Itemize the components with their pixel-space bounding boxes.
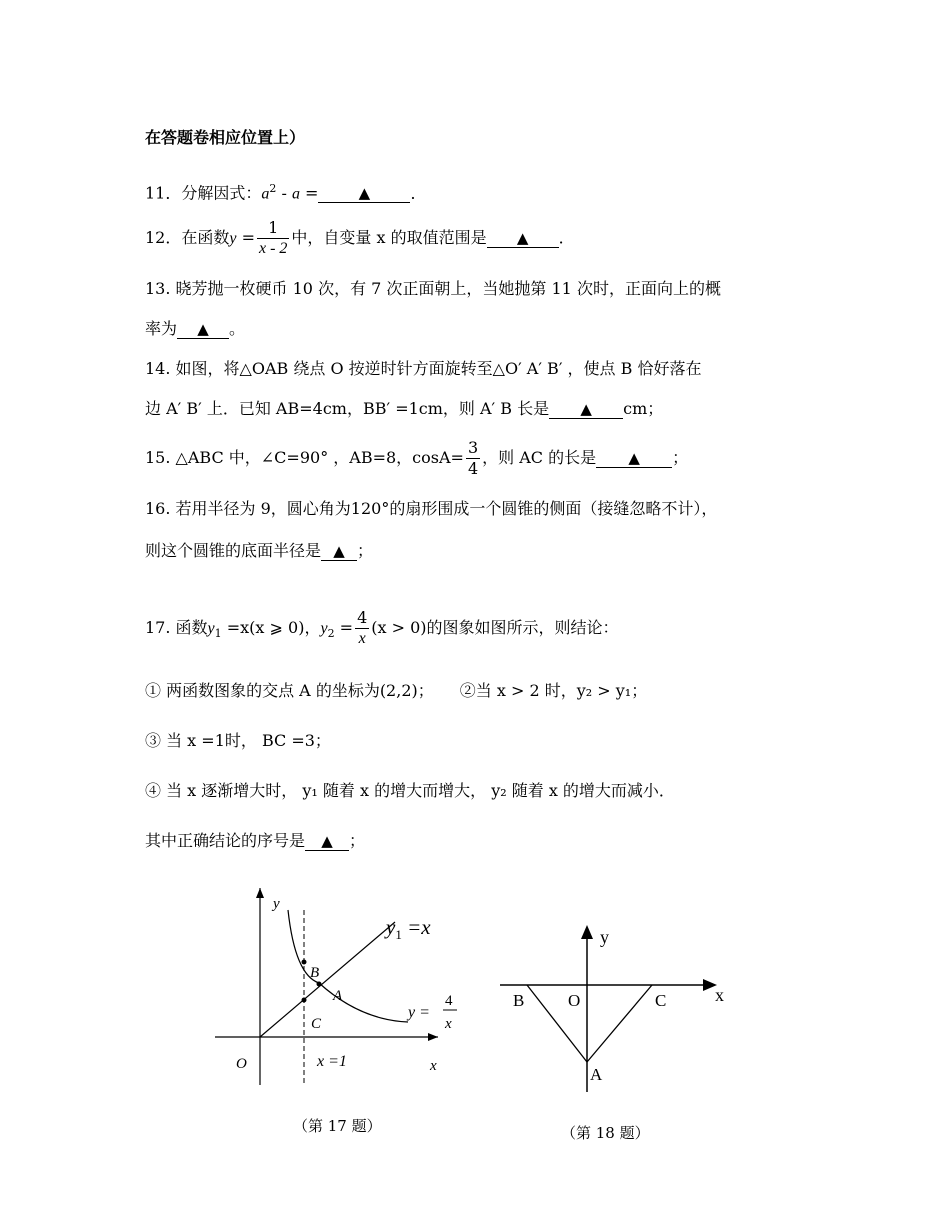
point-c — [302, 998, 307, 1003]
question-14-line2: 边 A′ B′ 上．已知 AB=4cm，BB′ =1cm，则 A′ B 长是 ▲ cm； — [145, 399, 664, 418]
line-y1 — [260, 922, 395, 1037]
segment-ac — [587, 985, 652, 1062]
curve-label: y = — [408, 1004, 430, 1021]
answer-blank — [177, 320, 229, 339]
question-15: 15. △ABC 中，∠C=90° ，AB=8，cosA= $\frac{3}{4}$ ，则 AC 的长是 ▲ ； — [145, 438, 689, 478]
q11-number: 11．分解因式： — [145, 183, 262, 203]
y-arrow-icon — [581, 925, 593, 939]
caption-17: （第 17 题） — [293, 1117, 382, 1135]
triangle-icon: ▲ — [580, 400, 592, 418]
conclusion-1-2: ① 两函数图象的交点 A 的坐标为(2,2)； ②当 x > 2 时，y₂ > y₁； — [145, 681, 648, 700]
x-arrow-icon — [428, 1033, 438, 1041]
point-b — [302, 960, 307, 965]
question-14-line1: 14. 如图，将△OAB 绕点 O 按逆时针方面旋转至△O′ A′ B′ ，使点 B 恰好落在 — [145, 359, 702, 378]
label-a: A — [333, 988, 343, 1004]
label-b: B — [310, 965, 320, 981]
x-axis-label: x — [430, 1058, 437, 1074]
fraction: $\frac{1}{x - 2}$ — [258, 218, 288, 257]
label-o: O — [568, 991, 581, 1010]
x-axis-label: x — [715, 985, 724, 1005]
section-header: 在答题卷相应位置上） — [145, 128, 306, 147]
conclusion-4: ④ 当 x 逐渐增大时， y₁ 随着 x 的增大而增大， y₂ 随着 x 的增大而减小． — [145, 781, 675, 800]
question-12: 12．在函数y = $\frac{1}{x - 2}$ 中，自变量 x 的取值范围是 ▲ ． — [145, 218, 575, 257]
curve-label-den: x — [445, 1016, 452, 1032]
curve-label-num: 4 — [445, 993, 453, 1009]
answer-blank — [318, 184, 410, 203]
question-13-line1: 13. 晓芳抛一枚硬币 10 次，有 7 次正面朝上，当她抛第 11 次时，正面向上的概 — [145, 279, 721, 298]
answer-blank — [596, 449, 672, 468]
triangle-icon: ▲ — [197, 320, 209, 338]
question-17-ask: 其中正确结论的序号是 ▲ ； — [145, 831, 366, 850]
label-c: C — [311, 1016, 322, 1032]
conclusion-3: ③ 当 x =1时， BC =3； — [145, 731, 331, 750]
figure-18 — [495, 920, 735, 1100]
question-16-line1: 16. 若用半径为 9，圆心角为120°的扇形围成一个圆锥的侧面（接缝忽略不计）， — [145, 499, 718, 518]
question-11: 11．分解因式：$a^2$ - a = ▲ ． — [145, 182, 427, 203]
triangle-icon: ▲ — [321, 832, 333, 850]
answer-blank — [305, 832, 349, 851]
label-a: A — [590, 1065, 603, 1084]
caption-18: （第 18 题） — [561, 1124, 650, 1142]
point-a — [317, 982, 322, 987]
question-16-line2: 则这个圆锥的底面半径是 ▲ ； — [145, 541, 374, 560]
answer-blank — [321, 542, 357, 561]
answer-blank — [549, 400, 623, 419]
triangle-icon: ▲ — [628, 449, 640, 467]
triangle-icon: ▲ — [358, 184, 371, 203]
triangle-icon: ▲ — [516, 229, 529, 247]
figure-17 — [200, 880, 470, 1100]
y-axis-label: y — [273, 896, 280, 912]
label-c: C — [655, 991, 667, 1010]
y-arrow-icon — [256, 888, 264, 898]
vline-label: x =1 — [317, 1053, 347, 1070]
fraction: $\frac{4}{x}$ — [357, 608, 368, 647]
answer-blank — [487, 229, 559, 248]
question-17: 17. 函数$y_1 =x(x$ ⩾ 0)，$y_2$ = $\frac{4}{x}$ (x > 0)的图象如图所示，则结论： — [145, 608, 619, 647]
fraction: $\frac{3}{4}$ — [467, 438, 479, 478]
label-b: B — [513, 991, 525, 1010]
triangle-icon: ▲ — [333, 542, 345, 560]
line-label: $y_1 =x$ — [386, 915, 431, 942]
origin-label: O — [236, 1056, 247, 1072]
question-13-line2: 率为 ▲ 。 — [145, 319, 246, 338]
y-axis-label: y — [600, 927, 609, 947]
